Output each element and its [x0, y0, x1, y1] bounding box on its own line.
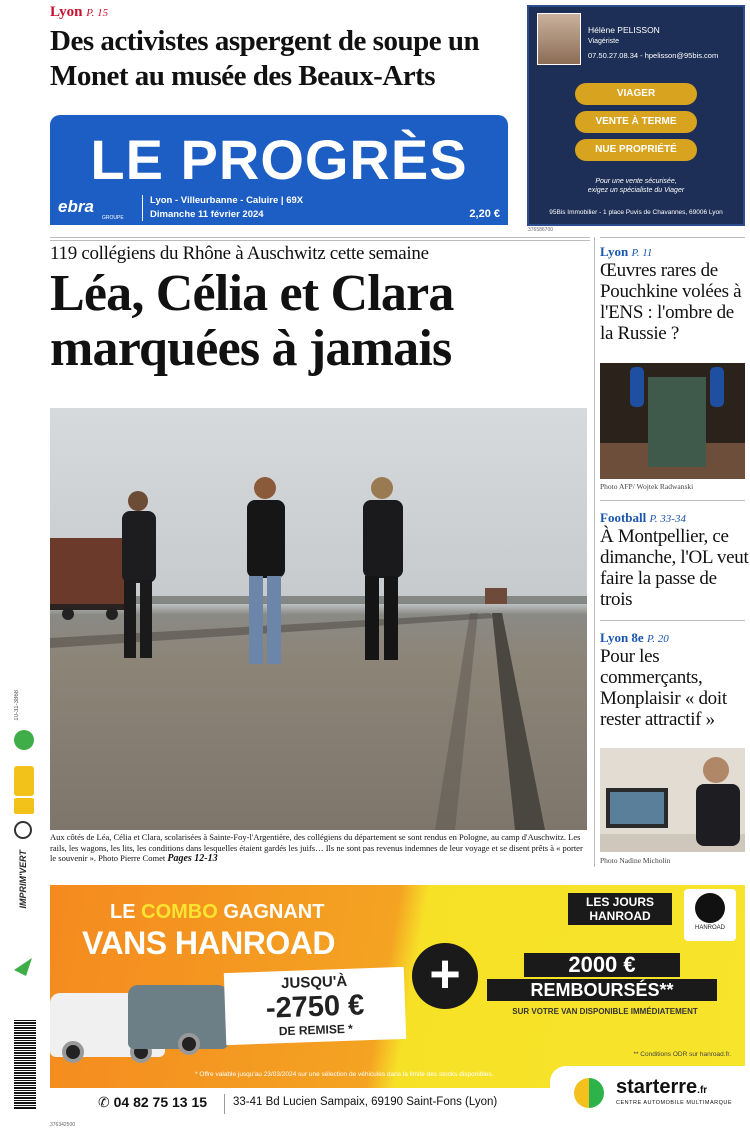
agent-name: Hélène PELISSON	[588, 25, 660, 35]
combo-suffix: GAGNANT	[217, 901, 325, 923]
right-story-2-page: P. 33-34	[649, 513, 686, 525]
remise-line-3: DE REMISE *	[278, 1021, 354, 1039]
remise-amount: -2750 €	[265, 989, 365, 1025]
right-story-2-kicker	[600, 510, 750, 526]
main-story-photo[interactable]	[50, 408, 587, 830]
combo-line	[110, 901, 324, 924]
starterre-logo-icon	[574, 1078, 604, 1108]
right-story-2[interactable]	[600, 510, 750, 610]
masthead-info-bar	[50, 191, 508, 225]
right-story-2-section: Football	[600, 510, 647, 525]
right-story-3-kicker	[600, 630, 750, 646]
right-story-3-page: P. 20	[646, 633, 669, 645]
starterre-brand: starterre	[616, 1076, 698, 1098]
right-story-2-title: À Montpellier, ce dimanche, l'OL veut faire la passe de trois	[600, 526, 749, 610]
ebra-logo: ebra	[58, 197, 94, 216]
caption-text: Aux côtés de Léa, Célia et Clara, scolarisées à Sainte-Foy-l'Argentière, des collégiens du département se sont rendus en Pologne, au camp d'Auschwitz. Les rails, les wagons, les lits, les conditions dans lesquelles étaient gardés les juifs… Ils ne sont pas revenus indemnes de leur voyage et se disent prêts à « porter le souvenir ». Photo Pierre Comet	[50, 832, 583, 863]
column-divider	[594, 237, 595, 867]
divider-right-2	[600, 620, 745, 621]
right-story-1[interactable]	[600, 244, 745, 344]
right-story-1-credit: Photo AFP/ Wojtek Radwanski	[600, 482, 694, 491]
main-story-pages[interactable]: Pages 12-13	[167, 853, 218, 864]
top-story-page-ref: P. 15	[86, 7, 109, 19]
nue-propriete-button[interactable]: NUE PROPRIÉTÉ	[575, 139, 697, 161]
hanroad-logo	[684, 889, 736, 941]
imprim-vert-leaf-icon	[14, 958, 32, 976]
phone-icon: ✆	[98, 1094, 114, 1110]
viager-tagline	[529, 177, 743, 195]
viager-tagline-line-2: exigez un spécialiste du Viager	[587, 187, 685, 194]
divider-top-right	[600, 237, 745, 238]
ebra-logo-sub: GROUPE	[102, 215, 124, 221]
right-story-1-section: Lyon	[600, 244, 629, 259]
hanroad-logo-label: HANROAD	[694, 925, 725, 931]
side-code: 10-31-3868	[14, 690, 20, 721]
right-story-1-kicker	[600, 244, 745, 260]
starterre-badge[interactable]	[550, 1066, 745, 1120]
rembourse-amount: 2000 €	[524, 953, 680, 977]
jours-line-1: LES JOURS	[585, 895, 654, 909]
jours-line-2: HANROAD	[589, 909, 651, 923]
hanroad-logo-icon	[695, 893, 725, 923]
vente-a-terme-button[interactable]: VENTE À TERME	[575, 111, 697, 133]
top-story-kicker[interactable]	[50, 4, 108, 21]
agent-role: Viagériste	[588, 38, 620, 45]
right-story-3[interactable]	[600, 630, 750, 730]
dealer-phone[interactable]	[98, 1094, 207, 1111]
gatehouse-shape	[485, 588, 507, 604]
right-story-1-photo[interactable]	[600, 363, 745, 479]
recycle-icon	[15, 822, 31, 838]
ad-code-bottom: 376342500	[50, 1122, 76, 1128]
main-story-caption	[50, 832, 590, 865]
edition-cities: Lyon - Villeurbanne - Caluire | 69X	[150, 195, 304, 206]
right-story-3-photo[interactable]	[600, 748, 745, 852]
right-story-1-page: P. 11	[631, 247, 653, 259]
van-dispo-text: SUR VOTRE VAN DISPONIBLE IMMÉDIATEMENT	[512, 1007, 698, 1016]
combo-word: COMBO	[141, 901, 218, 923]
wagon-shape	[50, 538, 130, 608]
top-story-headline[interactable]: Des activistes aspergent de soupe un Monet au musée des Beaux-Arts	[50, 25, 480, 92]
starterre-name	[616, 1076, 707, 1099]
combo-prefix: LE	[110, 901, 142, 923]
divider-top-left-2	[50, 240, 590, 241]
offer-disclaimer: * Offre valable jusqu'au 23/03/2024 sur une sélection de véhicules dans la limite des stocks disponibles.	[195, 1071, 494, 1078]
edition-date: Dimanche 11 février 2024	[150, 209, 264, 220]
masthead-divider	[142, 195, 143, 221]
dealer-address: 33-41 Bd Lucien Sampaix, 69190 Saint-Fons (Lyon)	[233, 1096, 498, 1108]
viager-tagline-line-1: Pour une vente sécurisée,	[595, 178, 677, 185]
viager-button[interactable]: VIAGER	[575, 83, 697, 105]
grey-van-shape	[128, 985, 228, 1049]
right-story-3-section: Lyon 8e	[600, 630, 644, 645]
odr-conditions: ** Conditions ODR sur hanroad.fr.	[633, 1051, 731, 1058]
right-story-3-title: Pour les commerçants, Monplaisir « doit rester attractif »	[600, 646, 727, 730]
issue-price: 2,20 €	[469, 208, 500, 220]
viager-address: 95Bis Immobilier - 1 place Puvis de Chavannes, 69006 Lyon	[549, 209, 723, 216]
main-story-headline[interactable]: Léa, Célia et Clara marquées à jamais	[50, 265, 454, 377]
book-shape	[648, 377, 706, 467]
imprim-vert-label: IMPRIM'VERT	[18, 850, 28, 909]
ad-code-top: 376586700	[528, 227, 554, 233]
eco-icon	[14, 730, 34, 750]
vans-hanroad-title: VANS HANROAD	[82, 925, 335, 961]
right-story-1-title: Œuvres rares de Pouchkine volées à l'ENS : l'ombre de la Russie ?	[600, 260, 742, 344]
dealer-phone-number: 04 82 75 13 15	[113, 1094, 208, 1110]
man-shape	[696, 784, 740, 846]
divider-right-1	[600, 500, 745, 501]
main-story-kicker: 119 collégiens du Rhône à Auschwitz cette semaine	[50, 243, 429, 264]
shopkeeper-illustration	[600, 748, 745, 852]
hanroad-advertisement[interactable]	[50, 885, 745, 1088]
auschwitz-rails-illustration	[50, 408, 587, 830]
right-story-3-credit: Photo Nadine Micholin	[600, 856, 671, 865]
newspaper-title: LE PROGRÈS	[90, 128, 468, 191]
remise-box	[224, 967, 406, 1045]
plus-icon: +	[412, 943, 478, 1009]
starterre-tld: .fr	[697, 1085, 708, 1096]
barcode	[14, 1020, 36, 1110]
rail-right	[492, 613, 545, 830]
jours-hanroad-box	[568, 893, 672, 925]
footer-divider	[224, 1094, 225, 1114]
student-middle	[247, 477, 285, 664]
divider-top-left	[50, 237, 590, 238]
starterre-subtitle: CENTRE AUTOMOBILE MULTIMARQUE	[616, 1100, 733, 1106]
top-story-section: Lyon	[50, 4, 83, 20]
masthead	[50, 115, 508, 225]
rembourses-label: REMBOURSÉS**	[487, 979, 717, 1001]
remise-line-1: JUSQU'À	[280, 972, 348, 993]
agent-photo	[537, 13, 581, 65]
ad-footer[interactable]	[50, 1076, 745, 1120]
viager-advertisement[interactable]	[527, 5, 745, 226]
side-strip	[10, 690, 40, 1110]
recycling-badge-icon	[14, 766, 34, 796]
student-right	[363, 477, 403, 660]
agent-contact: 07.50.27.08.34 - hpelisson@95bis.com	[588, 51, 719, 60]
rare-book-illustration	[600, 363, 745, 479]
